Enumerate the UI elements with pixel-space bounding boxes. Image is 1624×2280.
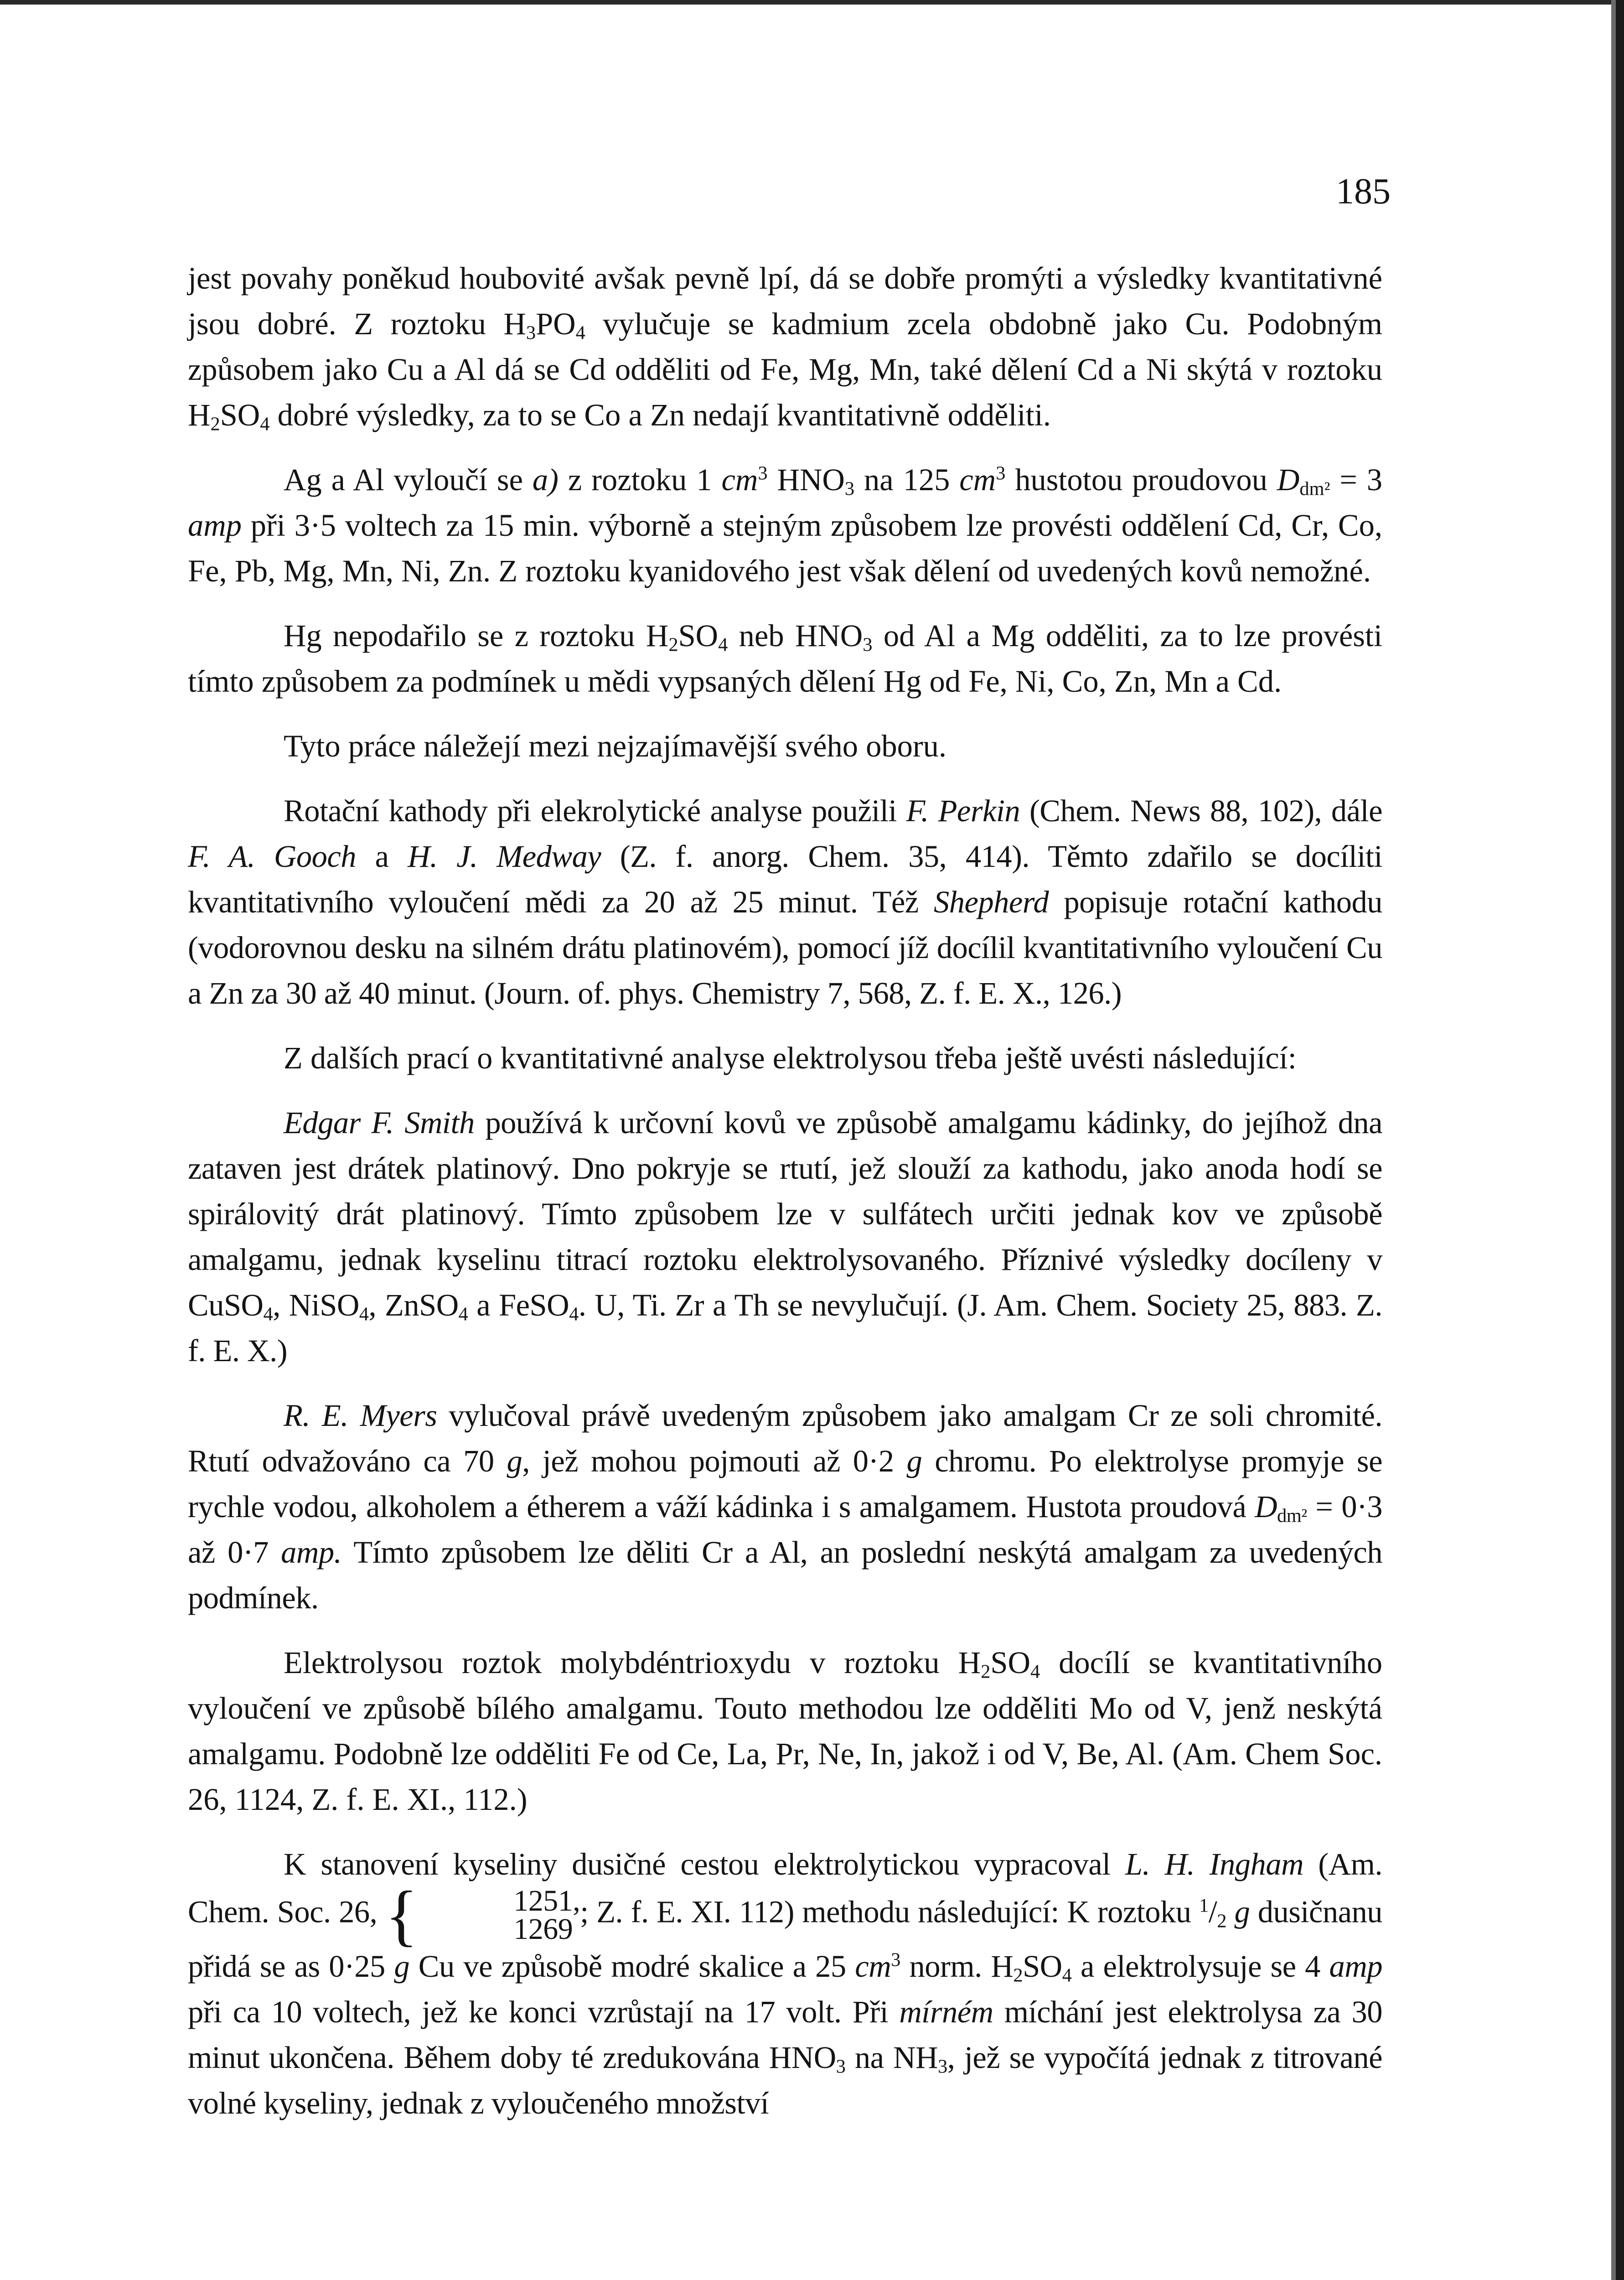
paragraph-2: Ag a Al vyloučí se a) z roztoku 1 $cm^3$ $HNO_3$ na 125 $cm^3$ hustotou proudovou $D_{dm^2} = 3$ amp při 3·5 voltech za 15 min. výborně a stejným způsobem lze provésti oddělení Cd, Cr, Co, Fe, Pb, Mg, Mn, Ni, Zn. Z roztoku kyanidového jest však dělení od uvedených kovů nemožné. bbox=[188, 462, 1383, 588]
paragraph-3: Hg nepodařilo se z roztoku $H_2SO_4$ neb $HNO_3$ od Al a Mg odděliti, za to lze provésti tímto způsobem za podmínek u mědi vypsaných dělení Hg od Fe, Ni, Co, Zn, Mn a Cd. bbox=[188, 618, 1382, 699]
page-reference-top: 1251, bbox=[513, 1884, 580, 1917]
paragraph-4: Tyto práce náležejí mezi nejzajímavější svého oboru. bbox=[284, 729, 947, 763]
scan-right-edge bbox=[1616, 0, 1624, 2280]
paragraph-8: R. E. Myers vylučoval právě uvedeným způsobem jako amalgam Cr ze soli chromité. Rtutí odvažováno ca 70 g, jež mohou pojmouti až 0·2 g chromu. Po elektrolyse promyje se rychle vodou, alkoholem a étherem a váží kádinka i s amalgamem. Hustota proudová $D_{dm^2} = 0\cdot 3$ až 0·7 amp. Tímto způsobem lze děliti Cr a Al, an poslední neskýtá amalgam za uvedených podmínek. bbox=[188, 1398, 1382, 1615]
page-body bbox=[188, 255, 1382, 2126]
page-number: 185 bbox=[1336, 171, 1391, 212]
scan-top-edge bbox=[0, 0, 1624, 5]
page-reference-stack bbox=[418, 1884, 580, 1946]
paragraph-9: Elektrolysou roztok molybdéntrioxydu v roztoku $H_2SO_4$ docílí se kvantitativního vyloučení ve způsobě bílého amalgamu. Touto methodou lze odděliti Mo od V, jenž neskýtá amalgamu. Podobně lze odděliti Fe od Ce, La, Pr, Ne, In, jakož i od V, Be, Al. (Am. Chem Soc. 26, 1124, Z. f. E. XI., 112.) bbox=[188, 1645, 1382, 1817]
paragraph-6: Z dalších prací o kvantitativné analyse elektrolysou třeba ještě uvésti následující: bbox=[284, 1041, 1297, 1075]
paragraph-1: jest povahy poněkud houbovité avšak pevně lpí, dá se dobře promýti a výsledky kvantitativné jsou dobré. Z roztoku $H_3PO_4$ vylučuje se kadmium zcela obdobně jako Cu. Podobným způsobem jako Cu a Al dá se Cd odděliti od Fe, Mg, Mn, také dělení Cd a Ni skýtá v roztoku $H_2SO_4$ dobré výsledky, za to se Co a Zn nedají kvantitativně odděliti. bbox=[188, 261, 1382, 435]
curly-brace: { bbox=[385, 1877, 418, 1953]
scan-right-shadow bbox=[1611, 0, 1616, 2280]
page-reference-bottom: 1269 bbox=[513, 1912, 573, 1946]
paragraph-7: Edgar F. Smith používá k určovní kovů ve způsobě amalgamu kádinky, do jejíhož dna zataven jest drátek platinový. Dno pokryje se rtutí, jež slouží za kathodu, jako anoda hodí se spirálovitý drát platinový. Tímto způsobem lze v sulfátech určiti jednak kov ve způsobě amalgamu, jednak kyselinu titrací roztoku elektrolysovaného. Příznivé výsledky docíleny v CuSO$_4$, NiSO$_4$, ZnSO$_4$ a FeSO$_4$. U, Ti. Zr a Th se nevylučují. (J. Am. Chem. Society 25, 883. Z. f. E. X.) bbox=[188, 1105, 1382, 1368]
paragraph-10: K stanovení kyseliny dusičné cestou elektrolytickou vypracoval L. H. Ingham (Am. Chem. Soc. 26, { 1251, 1269 ; Z. f. E. XI. 112) methodu následující: K roztoku $^1/_2$ g dusičnanu přidá se as 0·25 g Cu ve způsobě modré skalice a 25 $cm^3$ norm. $H_2SO_4$ a elektrolysuje se 4 amp při ca 10 voltech, jež ke konci vzrůstají na 17 volt. Při mírném míchání jest elektrolysa za 30 minut ukončena. Během doby té zredukována $HNO_3$ na $NH_3$, jež se vypočítá jednak z titrované volné kyseliny, jednak z vyloučeného množství bbox=[188, 1847, 1383, 2120]
paragraph-5: Rotační kathody při elekrolytické analyse použili F. Perkin (Chem. News 88, 102), dále F. A. Gooch a H. J. Medway (Z. f. anorg. Chem. 35, 414). Těmto zdařilo se docíliti kvantitativního vyloučení mědi za 20 až 25 minut. Též Shepherd popisuje rotační kathodu (vodorovnou desku na silném drátu platinovém), pomocí jíž docílil kvantitativního vyloučení Cu a Zn za 30 až 40 minut. (Journ. of. phys. Chemistry 7, 568, Z. f. E. X., 126.) bbox=[188, 793, 1382, 1010]
